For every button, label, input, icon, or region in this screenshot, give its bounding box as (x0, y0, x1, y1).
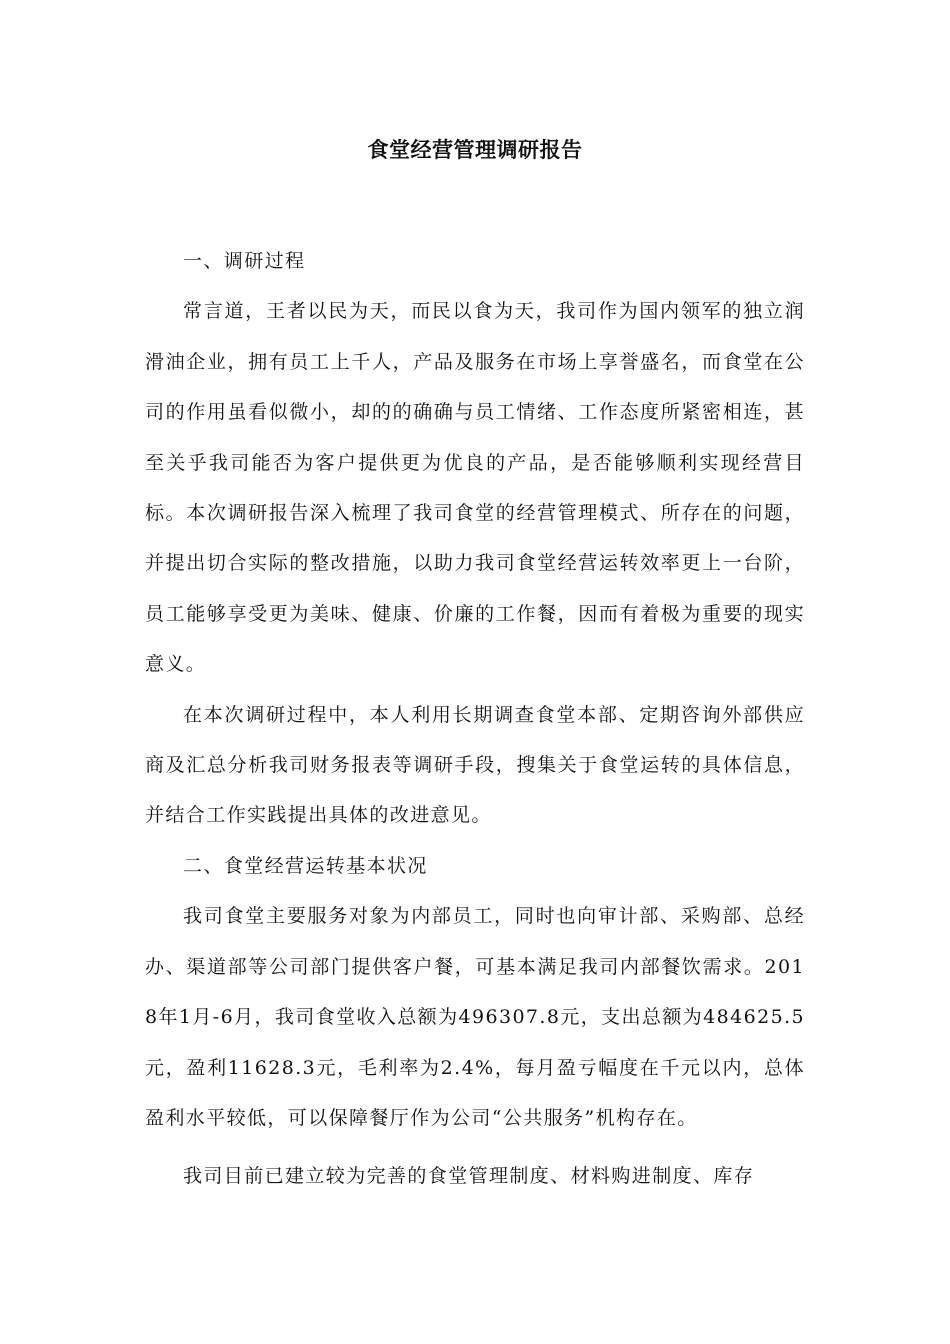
section-heading: 二、食堂经营运转基本状况 (183, 854, 428, 877)
document-title: 食堂经营管理调研报告 (367, 138, 583, 162)
document-body (145, 236, 805, 1202)
paragraph: 在本次调研过程中，本人利用长期调查食堂本部、定期咨询外部供应商及汇总分析我司财务报表等调研手段，搜集关于食堂运转的具体信息，并结合工作实践提出具体的改进意见。 (145, 703, 805, 827)
section-heading: 一、调研过程 (183, 250, 306, 272)
paragraph-gap (145, 1143, 805, 1151)
paragraph: 常言道，王者以民为天，而民以食为天，我司作为国内领军的独立润滑油企业，拥有员工上千人，产品及服务在市场上享誉盛名，而食堂在公司的作用虽看似微小，却的的确确与员工情绪、工作态度所紧密相连，甚至关乎我司能否为客户提供更为优良的产品，是否能够顺利实现经营目标。本次调研报告深入梳理了我司食堂的经营管理模式、所存在的问题，并提出切合实际的整改措施，以助力我司食堂经营运转效率更上一台阶，员工能够享受更为美味、健康、价廉的工作餐，因而有着极为重要的现实意义。 (145, 300, 805, 676)
paragraph: 我司目前已建立较为完善的食堂管理制度、材料购进制度、库存 (183, 1165, 755, 1188)
paragraph: 我司食堂主要服务对象为内部员工，同时也向审计部、采购部、总经办、渠道部等公司部门提供客户餐，可基本满足我司内部餐饮需求。2018年1月-6月，我司食堂收入总额为496307.8元，支出总额为484625.5元，盈利11628.3元，毛利率为2.4%，每月盈亏幅度在千元以内，总体盈利水平较低，可以保障餐厅作为公司“公共服务”机构存在。 (145, 905, 806, 1129)
